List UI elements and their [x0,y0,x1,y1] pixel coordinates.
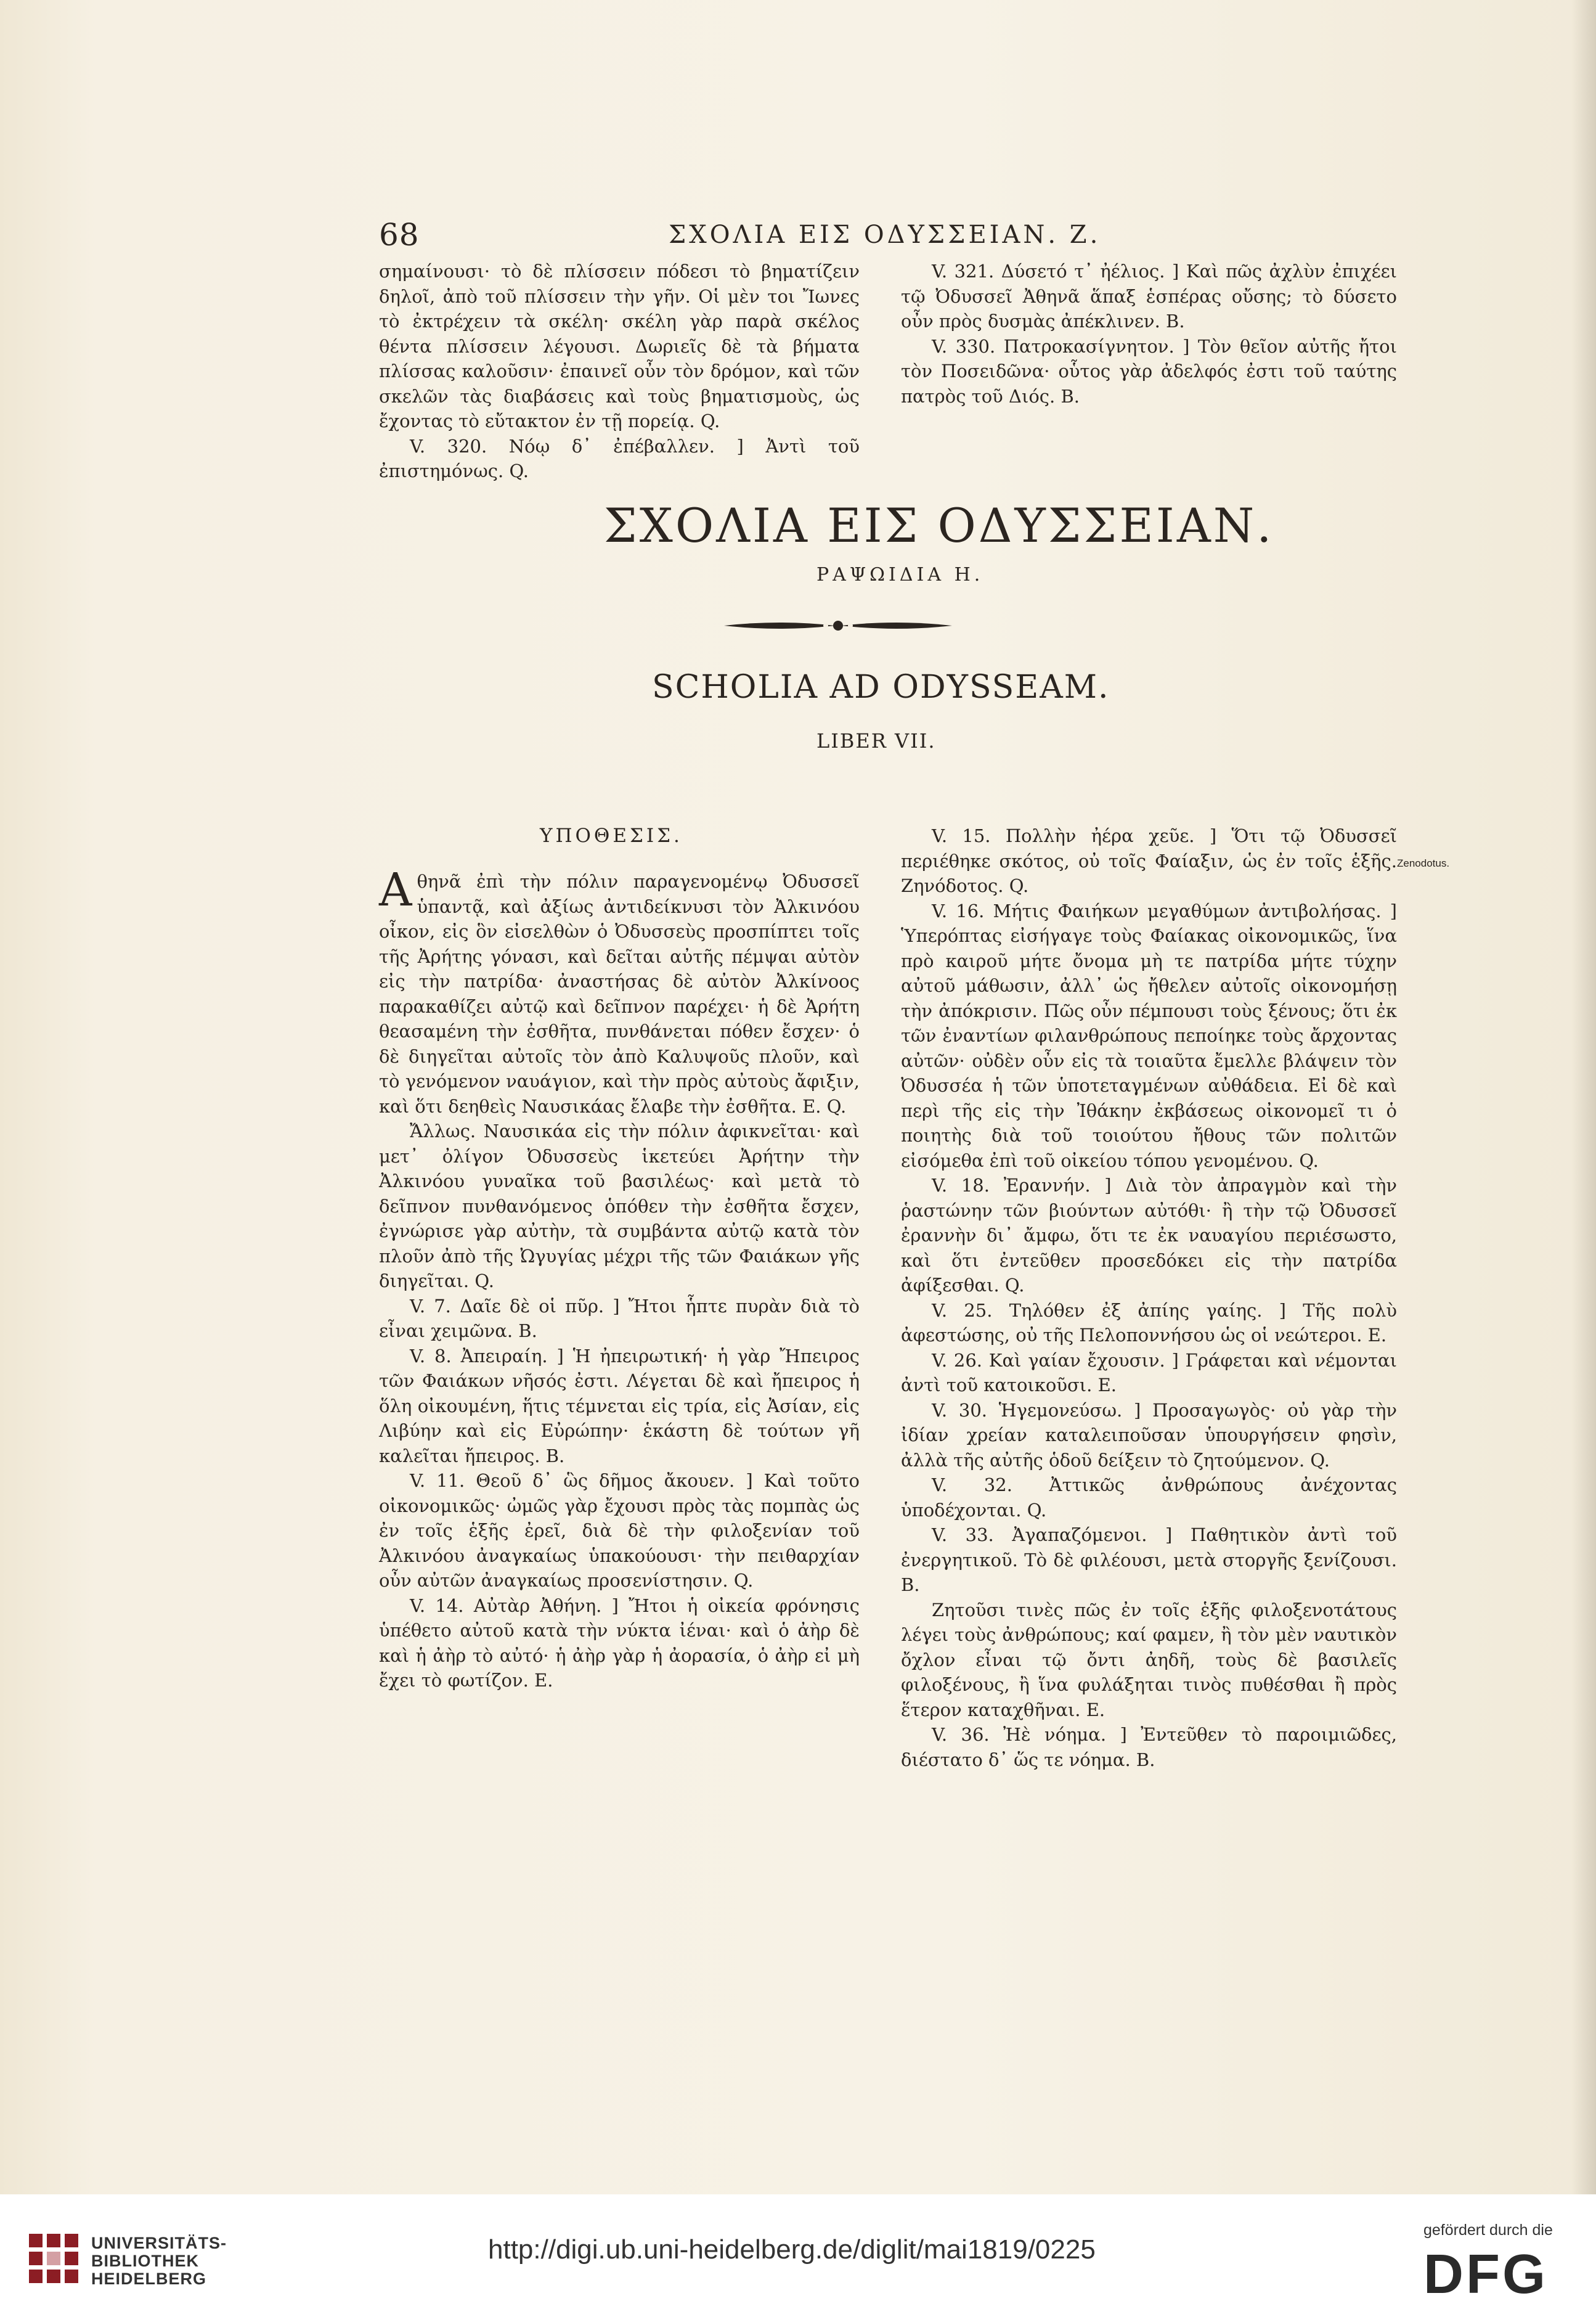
page-number: 68 [379,217,420,253]
dfg-logo: DFG [1423,2244,1548,2305]
footer-bar [0,2194,1596,2317]
paragraph: V. 32. Ἀττικῶς ἀνθρώπους ἀνέχοντας ὑποδέχονται. Q. [901,1474,1397,1521]
paragraph: V. 18. Ἐραννήν. ] Διὰ τὸν ἀπραγμὸν καὶ τὴν ῥαστώνην τῶν βιούντων αὐτόθι· ἢ τὴν τῷ Ὀδυσσεῖ ἐραννὴν δι᾽ ἄμφω, ὅτι τε ἐκ ναυαγίου περιέσωστο, καὶ ὅτι ἐντεῦθεν προσεδόκει εἰς τὴν πατρίδα ἀφίξεσθαι. Q. [901,1175,1397,1296]
ornament-divider [721,613,955,638]
paragraph: V. 26. Καὶ γαίαν ἔχουσιν. ] Γράφεται καὶ νέμονται ἀντὶ τοῦ κατοικοῦσι. E. [901,1349,1397,1396]
latin-title: SCHOLIA AD ODYSSEAM. [652,669,1110,706]
paragraph: V. 36. Ἠὲ νόημα. ] Ἐντεῦθεν τὸ παροιμιῶδες, διέστατο δ᾽ ὥς τε νόημα. B. [901,1724,1397,1770]
paragraph: V. 33. Ἀγαπαζόμενοι. ] Παθητικὸν ἀντὶ τοῦ ἐνεργητικοῦ. Τὸ δὲ φιλέουσι, μετὰ στοργῆς ξενίζουσι. B. [901,1524,1397,1595]
hypothesis-heading: ΥΠΟΘΕΣΙΣ. [540,825,683,847]
paragraph: V. 25. Τηλόθεν ἐξ ἀπίης γαίης. ] Τῆς πολὺ ἀφεστώσης, οὐ τῆς Πελοποννήσου ὡς οἱ νεώτεροι. E. [901,1299,1397,1346]
library-name: UNIVERSITÄTS- BIBLIOTHEK HEIDELBERG [91,2234,227,2288]
bottom-right-column [901,823,1397,1772]
paragraph: Ἄλλως. Ναυσικάα εἰς τὴν πόλιν ἀφικνεῖται· καὶ μετ᾽ ὀλίγον Ὀδυσσεὺς ἱκετεύει Ἀρήτην τὴν Ἀλκινόου γυναῖκα τοῦ βασιλέως· καὶ μετὰ τὸ δεῖπνον πυνθανόμενος ὁπόθεν τὴν ἐσθῆτα ἔσχεν, ἐγνώρισε γὰρ αὐτὴν, τὰ συμβάντα αὐτῷ κατὰ τὸν πλοῦν ἀπὸ τῆς Ὠγυγίας μέχρι τῆς τῶν Φαιάκων γῆς διηγεῖται. Q. [379,1121,860,1291]
drop-cap: Α [379,864,412,917]
paragraph: V. 30. Ἡγεμονεύσω. ] Προσαγωγὸς· οὐ γὰρ τὴν ἰδίαν χρείαν καταλειποῦσαν ὑπουργήσειν φησὶν, ἀλλὰ τῆς αὐτῆς ὁδοῦ δείξειν τὸ ζητούμενον. Q. [901,1399,1397,1471]
top-right-column [901,259,1397,409]
paragraph: V. 16. Μήτις Φαιήκων μεγαθύμων ἀντιβολήσας. ] Ὑπερόπτας εἰσήγαγε τοὺς Φαίακας οἰκονομικῶς, ἵνα πρὸ καιροῦ μήτε ὄνομα μὴ τε πατρίδα μήτε τύχην αὐτοῦ μάθωσιν, ἀλλ᾽ ὡς ἤθελεν αὐτοῖς οἰκονομήσῃ τὴν ἀπόκρισιν. Πῶς οὖν πέμπουσι τοὺς ξένους; ὅτι ἐκ τῶν ἐναντίων φιλανθρώπους πεποίηκε τοὺς ἄρχοντας αὐτῶν· οὐδὲν οὖν εἰς τὰ τοιαῦτα ἔμελλε βλάψειν τὸν Ὀδυσσέα ἡ τῶν ὑποτεταγμένων αὐθάδεια. Εἰ δὲ καὶ περὶ τῆς εἰς τὴν Ἰθάκην ἐκβάσεως οἰκονομεῖ τι ὁ ποιητὴς διὰ τοῦ τοιούτου ἤθους τῶν πολιτῶν εἰσόμεθα ἐπὶ τοῦ οἰκείου τόπου γενομένου. Q. [901,900,1397,1171]
paragraph: Ζητοῦσι τινὲς πῶς ἐν τοῖς ἑξῆς φιλοξενοτάτους λέγει τοὺς ἀνθρώπους; καί φαμεν, ἢ τὸν μὲν ναυτικὸν ὄχλον εἶναι τῷ ὄντι ἀηδῆ, τοὺς δὲ βασιλεῖς φιλοξένους, ἢ ἵνα φυλάξηται τινὸς πυθέσθαι ἢ πρὸς ἕτερον καταχθῆναι. E. [901,1599,1397,1720]
paragraph-text: θηνᾶ ἐπὶ τὴν πόλιν παραγενομένῳ Ὀδυσσεῖ ὑπαντᾷ, καὶ ἀξίως ἀντιδείκνυσι τὸν Ἀλκινόου οἶκον, εἰς ὃν εἰσελθὼν ὁ Ὀδυσσεὺς προσπίπτει τοῖς τῆς Ἀρήτης γόνασι, καὶ δεῖται αὐτῆς πέμψαι αὐτὸν εἰς τὴν πατρίδα· ἀναστήσας δὲ αὐτὸν Ἀλκίνοος παρακαθίζει αὐτῷ καὶ δεῖπνον παρέχει· ἡ δὲ Ἀρήτη θεασαμένη τὴν ἐσθῆτα, πυνθάνεται πόθεν ἔσχεν· ὁ δὲ διηγεῖται αὐτοῖς τὸν ἀπὸ Καλυψοῦς πλοῦν, καὶ τὸ γενόμενον ναυάγιον, καὶ τὴν πρὸς αὐτοὺς ἄφιξιν, καὶ ὅτι δεηθεὶς Ναυσικάας ἔλαβε τὴν ἐσθῆτα. E. Q. [379,871,860,1117]
paragraph: V. 11. Θεοῦ δ᾽ ὣς δῆμος ἄκουεν. ] Καὶ τοῦτο οἰκονομικῶς· ὠμῶς γὰρ ἔχουσι πρὸς τὰς πομπὰς ὡς ἐν τοῖς ἑξῆς ἐρεῖ, διὰ δὲ τὴν φιλοξενίαν τοῦ Ἀλκινόου ἀναγκαίως ὑπακούουσι· τὴν πειθαρχίαν οὖν αὐτῶν ἀναγκαίως προσενίστησιν. Q. [379,1470,860,1591]
margin-note: Zenodotus. [1397,857,1450,869]
funding-note: gefördert durch die [1423,2221,1553,2239]
paragraph: V. 8. Ἀπειραίη. ] Ἡ ἠπειρωτική· ἡ γὰρ Ἤπειρος τῶν Φαιάκων νῆσός ἐστι. Λέγεται δὲ καὶ ἤπειρος ἡ ὅλη οἰκουμένη, ἥτις τέμνεται εἰς τρία, εἰς Ἀσίαν, εἰς Λιβύην καὶ εἰς Εὐρώπην· ἑκάστη δὲ τούτων γῆ καλεῖται ἤπειρος. B. [379,1345,860,1466]
top-left-column [379,259,860,484]
running-head: ΣΧΟΛΙΑ ΕΙΣ ΟΔΥΣΣΕΙΑΝ. Ζ. [669,221,1101,249]
paragraph: V. 15. Πολλὴν ἠέρα χεῦε. ] Ὅτι τῷ Ὀδυσσεῖ περιέθηκε σκότος, οὐ τοῖς Φαίαξιν, ὡς ἐν τοῖς ἑξῆς. Ζηνόδοτος. Q. [901,825,1397,896]
main-title: ΣΧΟΛΙΑ ΕΙΣ ΟΔΥΣΣΕΙΑΝ. [604,498,1274,553]
paragraph: V. 7. Δαῖε δὲ οἱ πῦρ. ] Ἤτοι ἧπτε πυρὰν διὰ τὸ εἶναι χειμῶνα. B. [379,1295,860,1341]
paragraph: V. 14. Αὐτὰρ Ἀθήνη. ] Ἤτοι ἡ οἰκεία φρόνησις ὑπέθετο αὐτοῦ κατὰ τὴν νύκτα ἰέναι· καὶ ὁ ἀὴρ δὲ καὶ ἡ ἀὴρ τὸ αὐτό· ἡ ἀὴρ γὰρ ἡ ἀορασία, ὁ ἀὴρ εἰ μὴ ἔχει τὸ φωτίζον. E. [379,1595,860,1691]
university-library-logo-icon [26,2231,81,2286]
page-edge-shadow [1571,0,1596,2194]
bottom-left-column [379,864,860,1693]
paragraph: V. 330. Πατροκασίγνητον. ] Τὸν θεῖον αὐτῆς ἤτοι τὸν Ποσειδῶνα· οὗτος γὰρ ἀδελφός ἐστι τοῦ ταύτης πατρὸς τοῦ Διός. B. [901,335,1397,407]
latin-subtitle: LIBER VII. [816,729,936,753]
page-header [379,217,1427,260]
paragraph: V. 320. Νόῳ δ᾽ ἐπέβαλλεν. ] Ἀντὶ τοῦ ἐπιστημόνως. Q. [379,435,860,481]
paragraph: σημαίνουσι· τὸ δὲ πλίσσειν πόδεσι τὸ βηματίζειν δηλοῖ, ἀπὸ τοῦ πλίσσειν τὴν γῆν. Οἱ μὲν τοι Ἴωνες τὸ ἐκτρέχειν τὰ σκέλη· σκέλη γὰρ παρὰ σκέλος θέντα πλίσσειν λέγουσι. Δωριεῖς δὲ τὰ βήματα πλίσσας καλοῦσιν· ἐπαινεῖ οὖν τὸν δρόμον, καὶ τῶν σκελῶν τὰς διαβάσεις καὶ τοὺς βηματισμοὺς, ὡς ἔχοντας τὸ εὔτακτον ἐν τῇ πορείᾳ. Q. [379,261,860,431]
paragraph: V. 321. Δύσετό τ᾽ ἠέλιος. ] Καὶ πῶς ἀχλὺν ἐπιχέει τῷ Ὀδυσσεῖ Ἀθηνᾶ ἅπαξ ἑσπέρας οὔσης; τὸ δύσετο οὖν πρὸς δυσμὰς ἀπέκλινεν. B. [901,261,1397,332]
greek-subtitle: ΡΑΨΩΙΔΙΑ Η. [816,564,984,586]
document-url-link[interactable]: http://digi.ub.uni-heidelberg.de/diglit/mai1819/0225 [488,2234,1096,2265]
paragraph [379,864,860,1119]
